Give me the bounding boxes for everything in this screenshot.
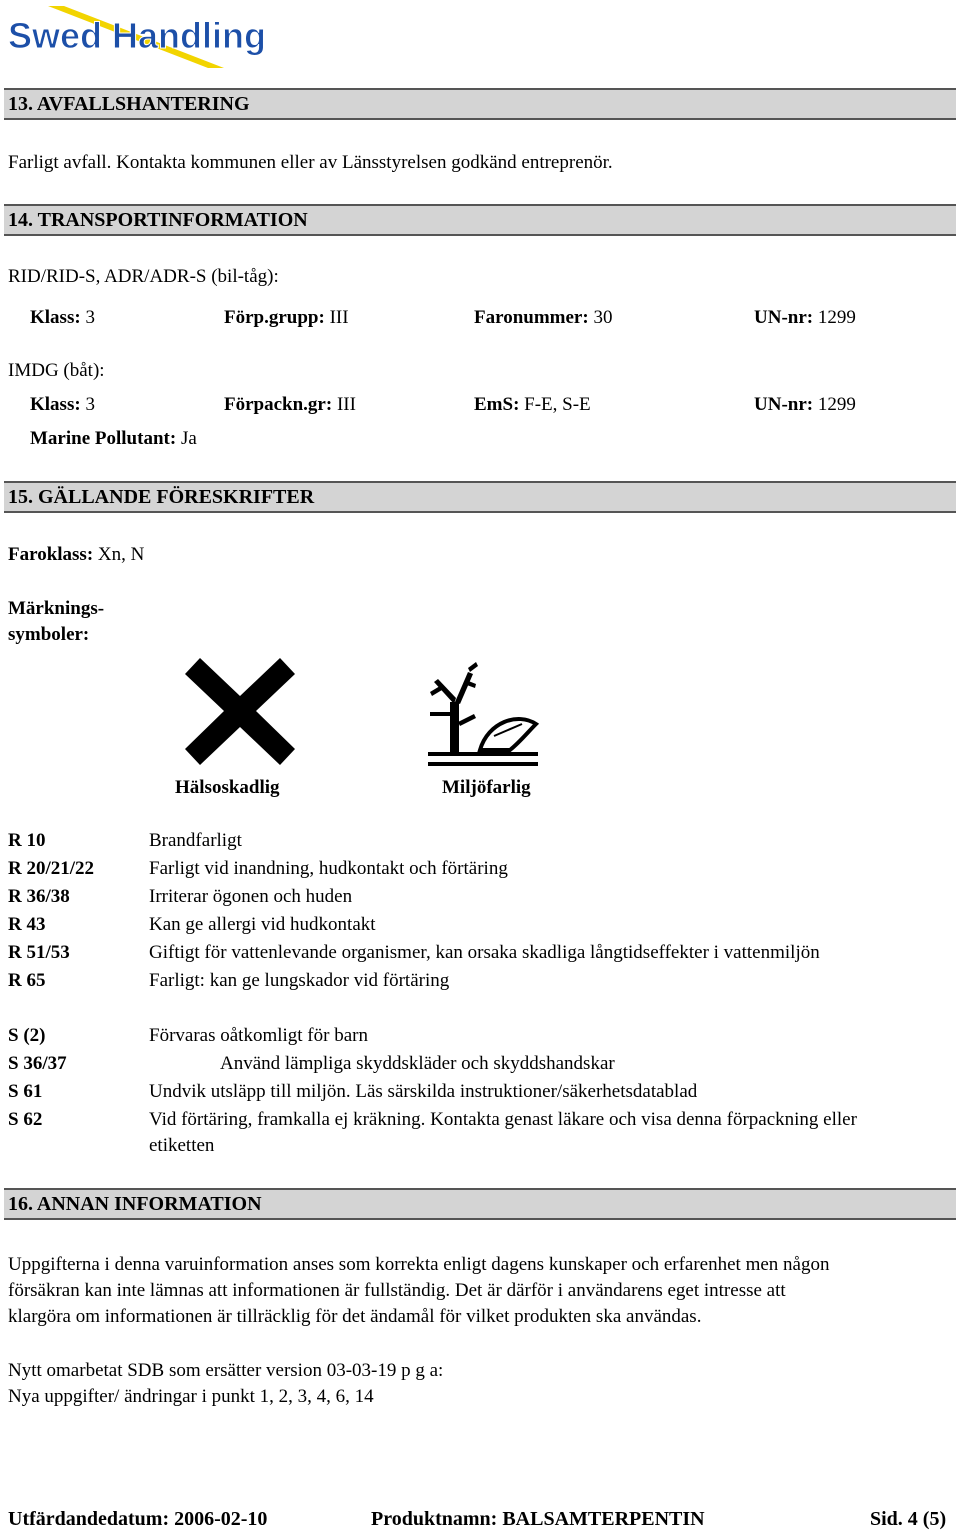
r-text: Giftigt för vattenlevande organismer, kan orsaka skadliga långtidseffekter i vattenmiljön <box>149 942 820 963</box>
harmful-x-icon <box>180 654 300 769</box>
s-text: Använd lämpliga skyddskläder och skyddshandskar <box>220 1053 615 1074</box>
symbols-label-1: Märknings- <box>8 598 105 619</box>
section-14-title: 14. TRANSPORTINFORMATION <box>8 209 308 231</box>
r-text: Irriterar ögonen och huden <box>149 886 353 907</box>
rid-klass-value: 3 <box>85 307 95 328</box>
imdg-ems-value: F-E, S-E <box>524 394 591 415</box>
rid-klass-label: Klass: <box>30 307 81 328</box>
section-15-header <box>4 481 956 513</box>
r-code: R 51/53 <box>8 942 70 963</box>
r-text: Farligt: kan ge lungskador vid förtäring <box>149 970 450 991</box>
s-code: S 36/37 <box>8 1053 67 1074</box>
s-code: S 61 <box>8 1081 43 1102</box>
r-code: R 36/38 <box>8 886 70 907</box>
rid-un-label: UN-nr: <box>754 307 814 328</box>
footer-product: Produktnamn: BALSAMTERPENTIN <box>371 1508 705 1530</box>
s-code: S (2) <box>8 1025 46 1046</box>
imdg-ems-label: EmS: <box>474 394 520 415</box>
s-text: Undvik utsläpp till miljön. Läs särskilda instruktioner/säkerhetsdatablad <box>149 1081 698 1102</box>
s-code: S 62 <box>8 1109 43 1130</box>
section-16-title: 16. ANNAN INFORMATION <box>8 1193 262 1215</box>
imdg-marine-value: Ja <box>180 428 197 449</box>
logo-text: Swed Handling <box>8 15 267 56</box>
imdg-grupp <box>224 394 356 416</box>
r-code: R 43 <box>8 914 46 935</box>
imdg-klass-label: Klass: <box>30 394 81 415</box>
imdg-grupp-label: Förpackn.gr: <box>224 394 333 415</box>
imdg-heading: IMDG (båt): <box>8 360 105 381</box>
rid-un-value: 1299 <box>817 307 856 328</box>
environment-hazard-icon <box>428 662 540 768</box>
section-16-header <box>4 1188 956 1220</box>
waste-text: Farligt avfall. Kontakta kommunen eller av Länsstyrelsen godkänd entreprenör. <box>8 152 613 173</box>
symbol-label-environment: Miljöfarlig <box>442 777 531 798</box>
r-code: R 65 <box>8 970 46 991</box>
rid-faronummer <box>474 307 612 329</box>
footer-date: Utfärdandedatum: 2006-02-10 <box>8 1508 268 1530</box>
rid-grupp <box>224 307 349 329</box>
faroklass-value: Xn, N <box>97 544 145 565</box>
faroklass <box>8 544 144 566</box>
r-text: Kan ge allergi vid hudkontakt <box>149 914 376 935</box>
revision-note: Nytt omarbetat SDB som ersätter version 03-03-19 p g a: <box>8 1360 444 1381</box>
info-line: försäkran kan inte lämnas att informationen är fullständig. Det är därför i användarens eget intresse att <box>8 1280 786 1301</box>
swed-handling-logo <box>4 2 267 70</box>
rid-grupp-value: III <box>329 307 349 328</box>
imdg-marine <box>30 428 197 450</box>
s-text: Förvaras oåtkomligt för barn <box>149 1025 368 1046</box>
rid-faronummer-label: Faronummer: <box>474 307 589 328</box>
imdg-grupp-value: III <box>336 394 356 415</box>
s-text: Vid förtäring, framkalla ej kräkning. Kontakta genast läkare och visa denna förpackning eller <box>149 1109 857 1130</box>
info-line: Uppgifterna i denna varuinformation anses som korrekta enligt dagens kunskaper och erfarenhet men någon <box>8 1254 830 1275</box>
section-13-header <box>4 88 956 120</box>
info-line: klargöra om informationen är tillräcklig för det ändamål för vilket produkten ska användas. <box>8 1306 702 1327</box>
r-text: Brandfarligt <box>149 830 242 851</box>
symbols-label-2: symboler: <box>8 624 90 645</box>
imdg-un <box>754 394 856 416</box>
r-code: R 20/21/22 <box>8 858 95 879</box>
footer-page-number: Sid. 4 (5) <box>870 1508 947 1530</box>
r-code: R 10 <box>8 830 46 851</box>
imdg-un-value: 1299 <box>817 394 856 415</box>
faroklass-label: Faroklass: <box>8 544 94 565</box>
revision-changes: Nya uppgifter/ ändringar i punkt 1, 2, 3, 4, 6, 14 <box>8 1386 374 1407</box>
section-14-header <box>4 204 956 236</box>
imdg-ems <box>474 394 591 416</box>
rid-grupp-label: Förp.grupp: <box>224 307 325 328</box>
rid-heading: RID/RID-S, ADR/ADR-S (bil-tåg): <box>8 266 279 287</box>
rid-faronummer-value: 30 <box>593 307 613 328</box>
section-13-title: 13. AVFALLSHANTERING <box>8 93 250 115</box>
imdg-klass <box>30 394 95 416</box>
r-text: Farligt vid inandning, hudkontakt och förtäring <box>149 858 508 879</box>
imdg-un-label: UN-nr: <box>754 394 814 415</box>
section-15-title: 15. GÄLLANDE FÖRESKRIFTER <box>8 486 315 508</box>
imdg-klass-value: 3 <box>85 394 95 415</box>
imdg-marine-label: Marine Pollutant: <box>30 428 177 449</box>
rid-un <box>754 307 856 329</box>
s-text-continued: etiketten <box>149 1135 215 1156</box>
symbol-label-harmful: Hälsoskadlig <box>175 777 280 798</box>
rid-klass <box>30 307 95 329</box>
